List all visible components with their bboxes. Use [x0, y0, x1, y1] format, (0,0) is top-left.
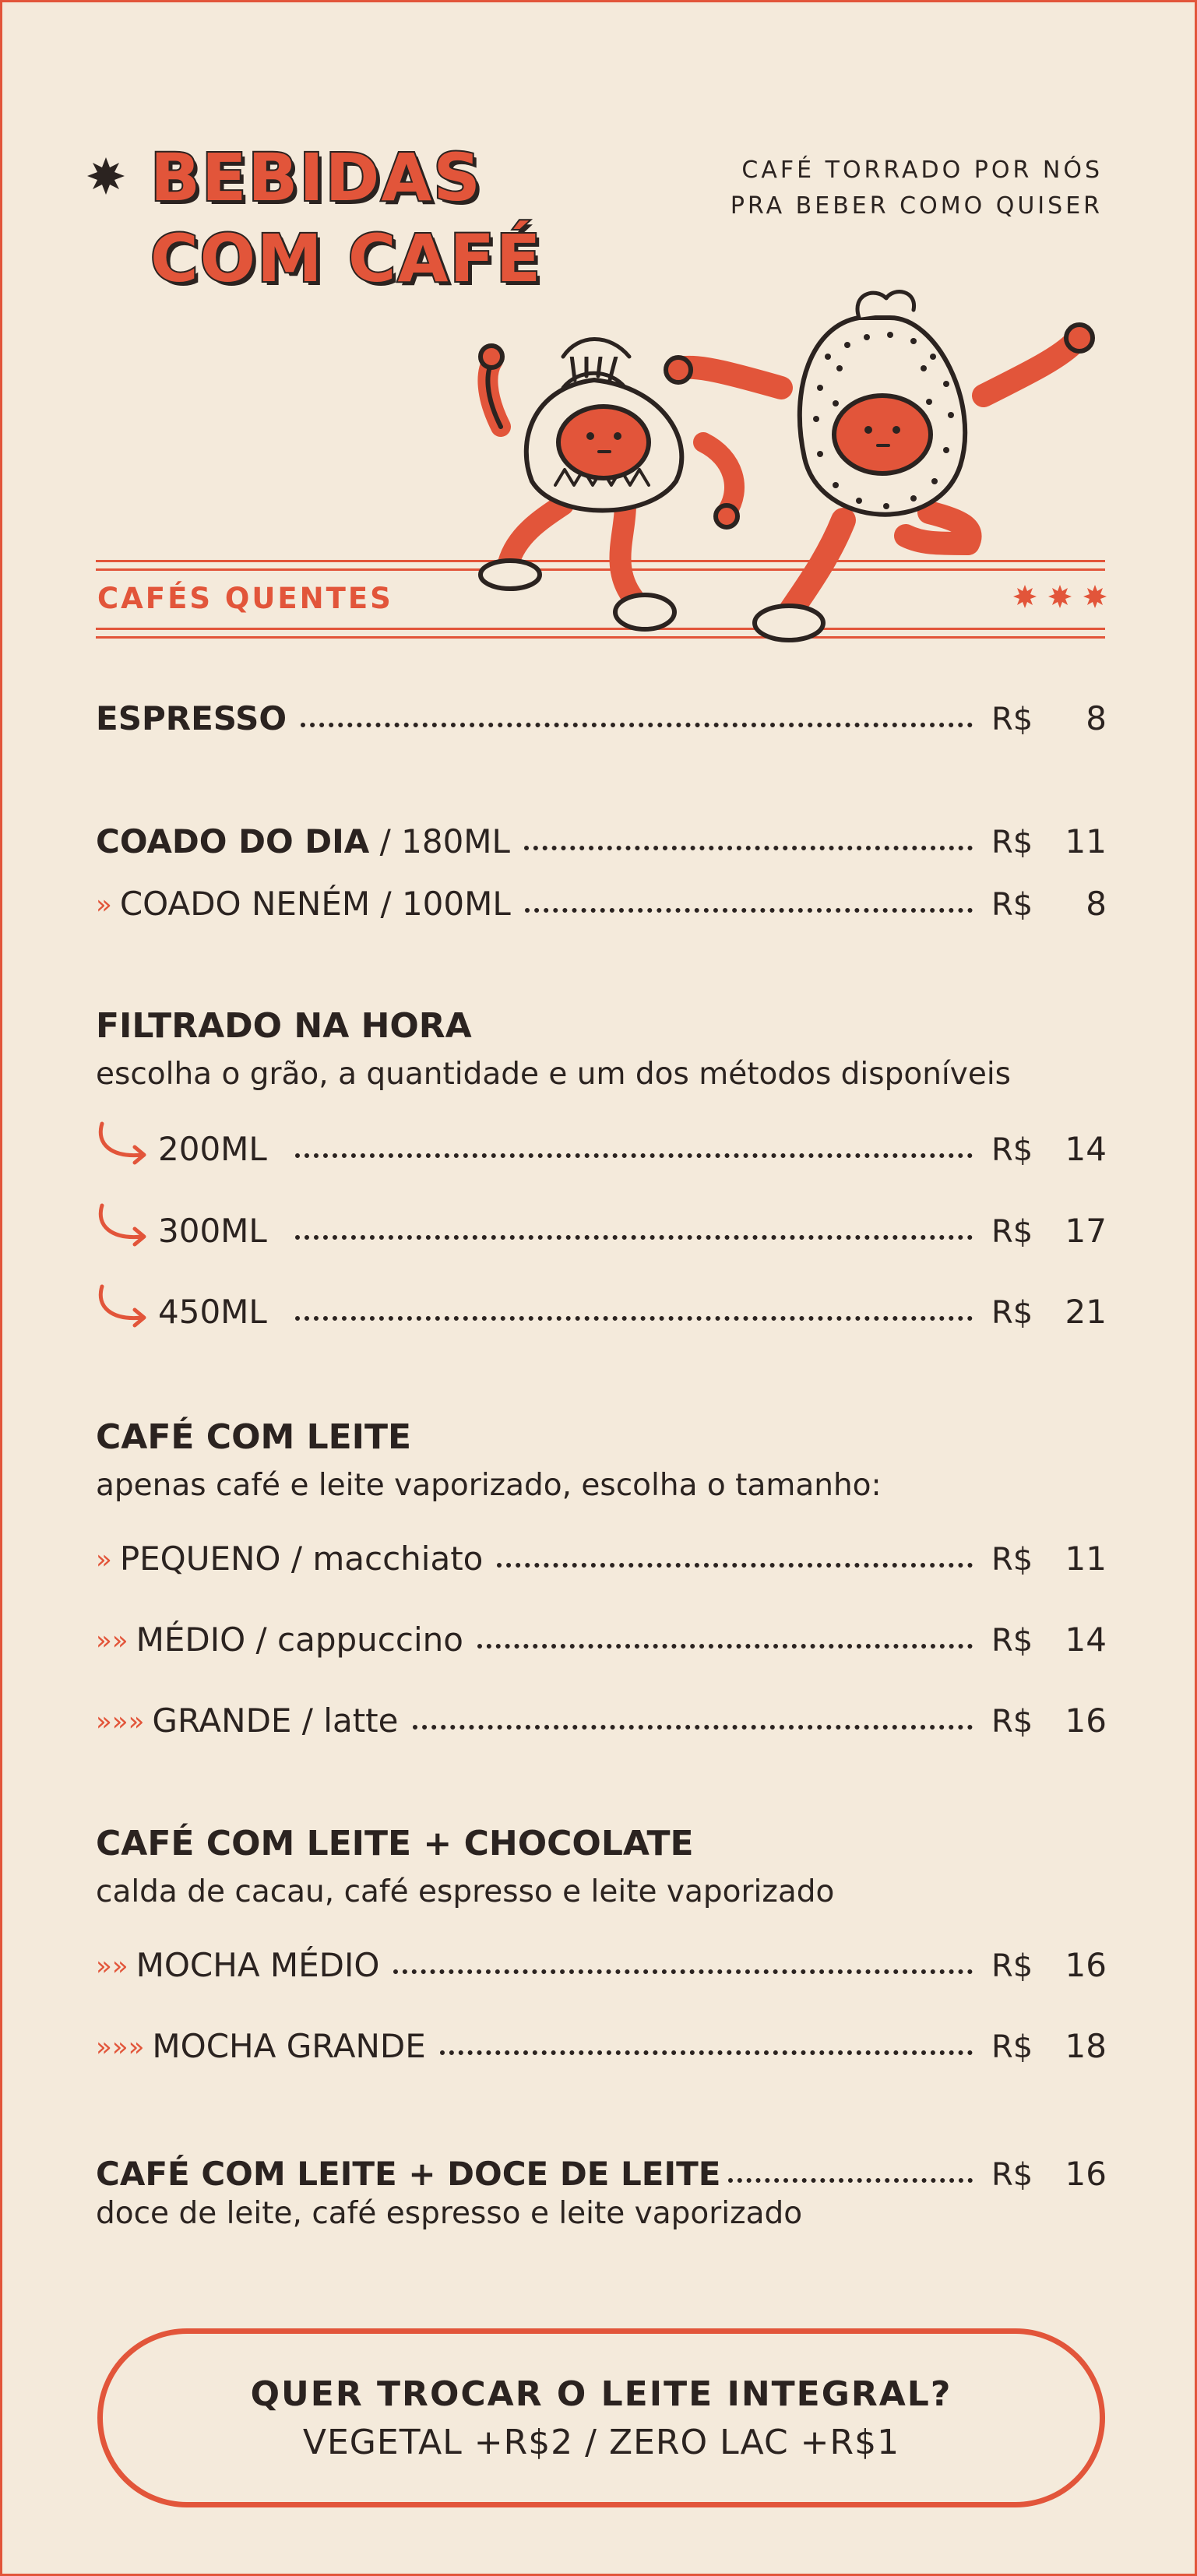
size-marker: »»: [96, 1950, 129, 1982]
item-name: ESPRESSO: [96, 699, 287, 737]
filtrado-description: escolha o grão, a quantidade e um dos métodos disponíveis: [96, 1057, 1011, 1092]
size-marker: »: [96, 1543, 112, 1575]
item-price: 21: [1065, 1292, 1107, 1331]
item-name: 200ML: [158, 1129, 267, 1168]
menu-item-mocha-grande: [96, 2018, 1107, 2064]
dot-leader: [413, 1725, 973, 1730]
dot-leader: [524, 846, 973, 850]
dot-leader: [295, 1235, 973, 1240]
dot-leader: [295, 1153, 973, 1158]
milk-swap-banner: [97, 2328, 1105, 2507]
menu-item-coado-nenem: [96, 875, 1107, 922]
currency: R$: [991, 2157, 1033, 2193]
chocolate-description: calda de cacau, café espresso e leite vaporizado: [96, 1874, 835, 1909]
menu-item-doce-de-leite: [96, 2145, 1107, 2192]
currency: R$: [991, 1132, 1033, 1168]
menu-item-espresso: [96, 690, 1107, 737]
dot-leader: [728, 2178, 973, 2183]
size-marker: »»»: [96, 2031, 145, 2063]
item-price: 8: [1086, 699, 1107, 737]
item-price: 11: [1065, 822, 1107, 860]
curved-arrow-icon: [96, 1202, 158, 1249]
currency: R$: [991, 1542, 1033, 1578]
item-name: 450ML: [158, 1292, 267, 1331]
item-name: GRANDE / latte: [152, 1701, 399, 1740]
item-price: 18: [1065, 2026, 1107, 2065]
doce-de-leite-description: doce de leite, café espresso e leite vaporizado: [96, 2196, 803, 2231]
item-name: CAFÉ COM LEITE + DOCE DE LEITE: [96, 2154, 721, 2193]
dot-leader: [477, 1644, 973, 1649]
item-price: 14: [1065, 1129, 1107, 1168]
item-price: 8: [1086, 884, 1107, 923]
curved-arrow-icon: [96, 1283, 158, 1330]
dot-leader: [525, 908, 973, 913]
currency: R$: [991, 1948, 1033, 1984]
item-name: COADO DO DIA: [96, 822, 370, 860]
section-title: CAFÉS QUENTES: [97, 582, 393, 615]
menu-item-mocha-medio: [96, 1937, 1107, 1983]
starburst-icon: [86, 157, 125, 195]
item-name: 300ML: [158, 1211, 267, 1250]
menu-item-filtrado-200: [96, 1121, 1107, 1167]
cafe-com-leite-heading: CAFÉ COM LEITE: [96, 1417, 412, 1457]
item-name: PEQUENO / macchiato: [119, 1539, 484, 1578]
currency: R$: [991, 1295, 1033, 1331]
dot-leader: [393, 1969, 973, 1974]
milk-swap-question: QUER TROCAR O LEITE INTEGRAL?: [250, 2374, 952, 2414]
dot-leader: [497, 1563, 973, 1568]
tagline-line-1: CAFÉ TORRADO POR NÓS: [741, 157, 1103, 184]
size-marker: »»»: [96, 1705, 145, 1737]
curved-arrow-icon: [96, 1121, 158, 1167]
currency: R$: [991, 1214, 1033, 1250]
currency: R$: [991, 2029, 1033, 2065]
filtrado-heading: FILTRADO NA HORA: [96, 1006, 472, 1046]
item-price: 17: [1065, 1211, 1107, 1250]
dot-leader: [301, 723, 973, 727]
coffee-mascots-illustration: [470, 287, 1116, 660]
item-name: MÉDIO / cappuccino: [136, 1620, 463, 1659]
cafe-com-leite-description: apenas café e leite vaporizado, escolha o tamanho:: [96, 1468, 882, 1503]
title-line-1: BEBIDAS: [150, 139, 482, 216]
milk-swap-options: VEGETAL +R$2 / ZERO LAC +R$1: [302, 2423, 900, 2462]
item-price: 16: [1065, 1945, 1107, 1984]
item-size: / 180ML: [369, 822, 510, 860]
tagline-line-2: PRA BEBER COMO QUISER: [730, 192, 1103, 220]
item-name: MOCHA MÉDIO: [136, 1945, 380, 1984]
currency: R$: [991, 825, 1033, 860]
title-line-2: COM CAFÉ: [150, 220, 543, 297]
size-marker: »: [96, 889, 112, 920]
chocolate-heading: CAFÉ COM LEITE + CHOCOLATE: [96, 1824, 694, 1863]
currency: R$: [991, 887, 1033, 923]
menu-item-coado-do-dia: [96, 813, 1107, 860]
size-marker: »»: [96, 1624, 129, 1656]
dot-leader: [295, 1316, 973, 1321]
currency: R$: [991, 702, 1033, 737]
item-price: 16: [1065, 1701, 1107, 1740]
menu-item-grande: [96, 1692, 1107, 1739]
currency: R$: [991, 1623, 1033, 1659]
item-price: 11: [1065, 1539, 1107, 1578]
menu-item-medio: [96, 1611, 1107, 1658]
item-name: COADO NENÉM / 100ML: [119, 884, 511, 923]
item-price: 14: [1065, 1620, 1107, 1659]
menu-item-pequeno: [96, 1530, 1107, 1577]
item-price: 16: [1065, 2154, 1107, 2193]
dot-leader: [440, 2050, 973, 2055]
item-name: MOCHA GRANDE: [152, 2026, 426, 2065]
menu-item-filtrado-300: [96, 1202, 1107, 1249]
menu-item-filtrado-450: [96, 1283, 1107, 1330]
currency: R$: [991, 1704, 1033, 1740]
